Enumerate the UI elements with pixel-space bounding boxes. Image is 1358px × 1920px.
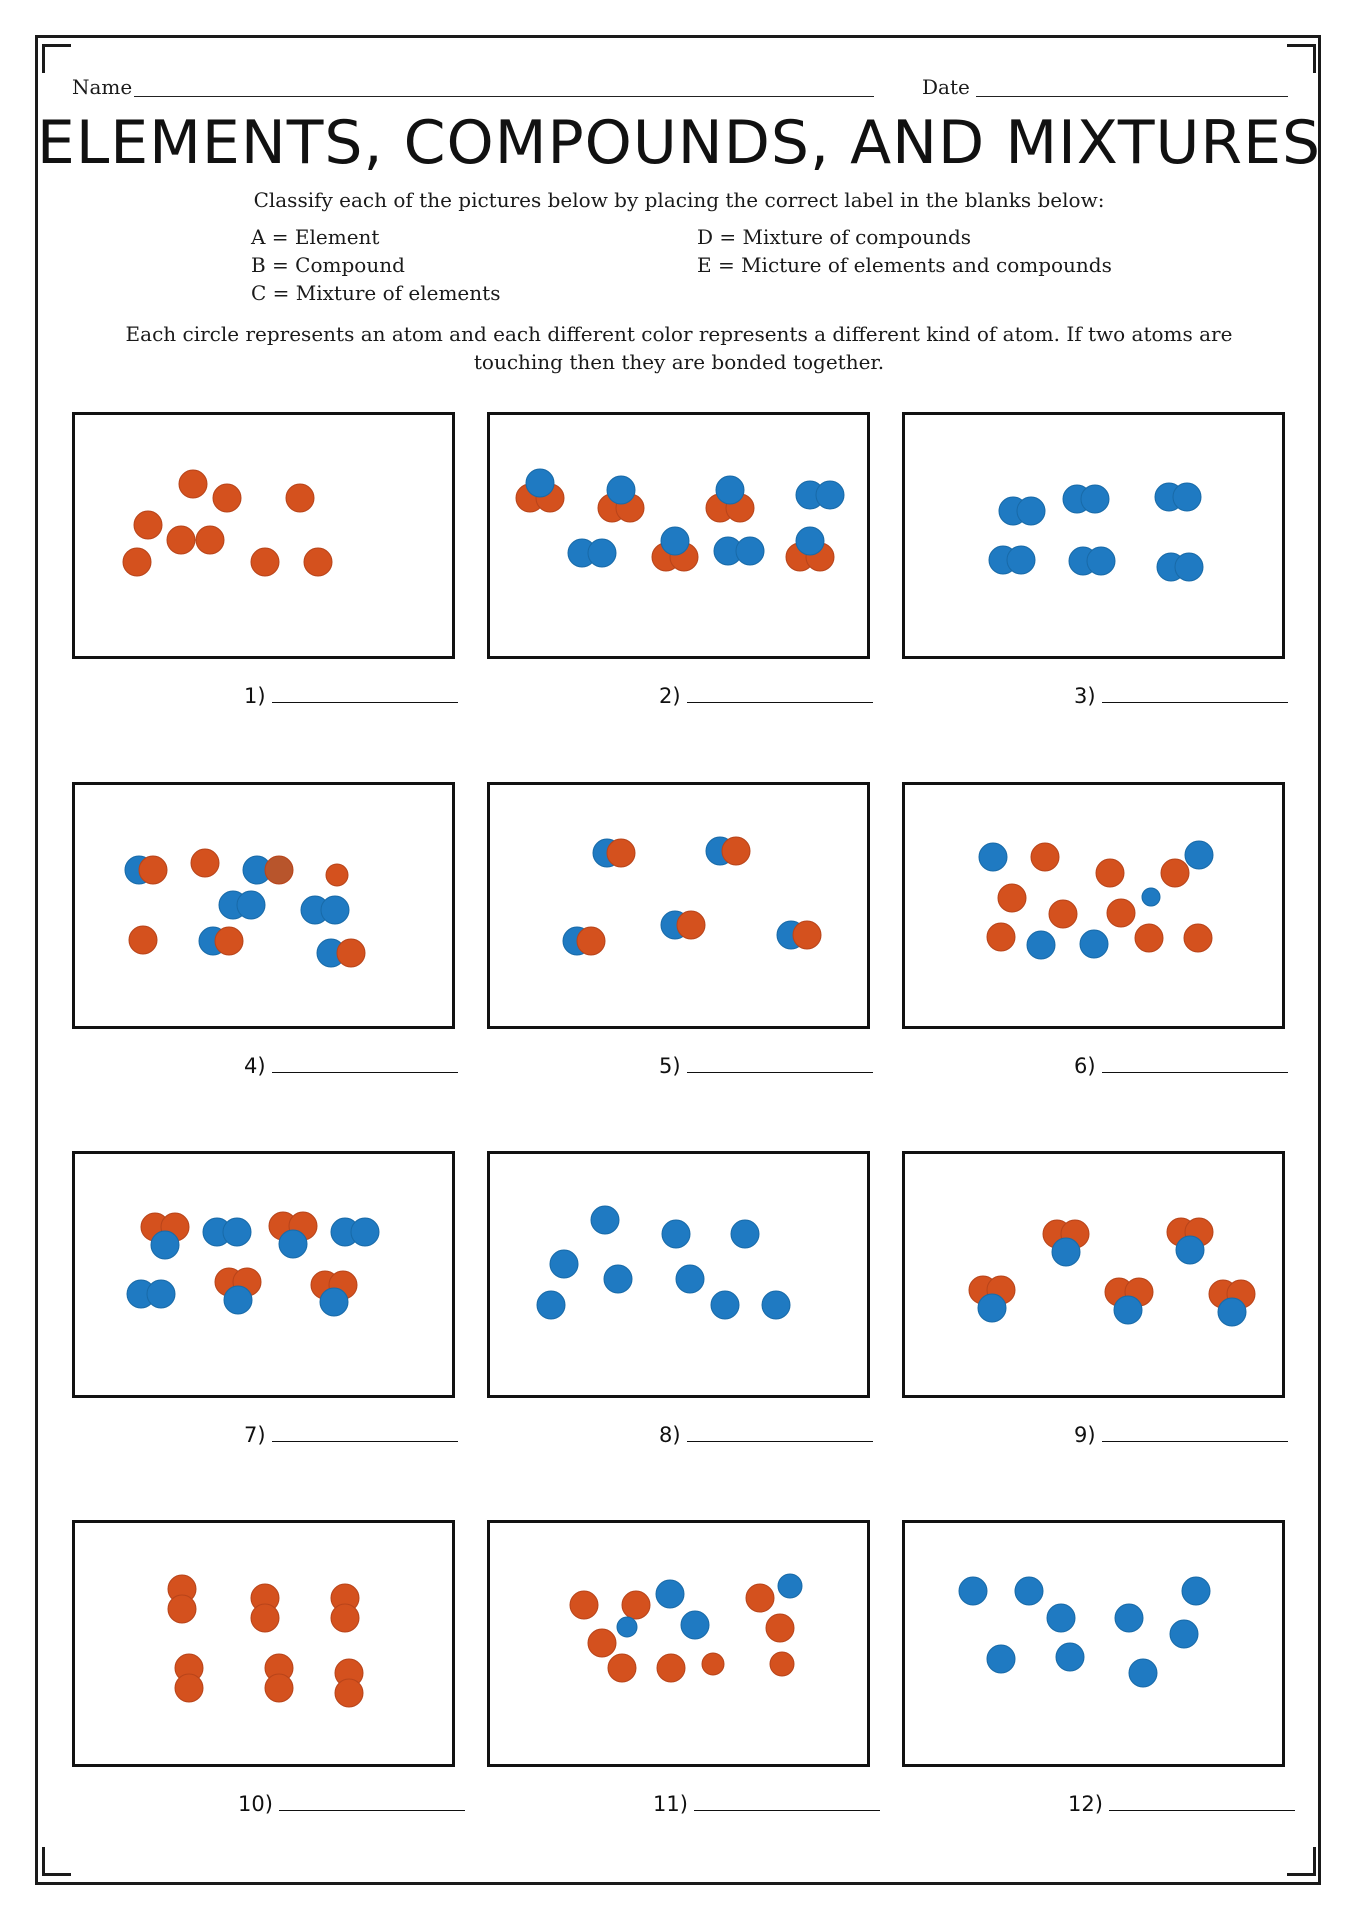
blue-atom: [588, 539, 616, 567]
instructions: Classify each of the pictures below by placing the correct label in the blanks below:: [253, 188, 1105, 212]
answer-blank[interactable]: [1109, 1792, 1295, 1811]
answer-9: [1074, 1423, 1288, 1447]
key-element: A = Element: [251, 225, 380, 249]
atom-diagram-2: [490, 415, 867, 656]
picture-box-3: [902, 412, 1285, 659]
orange-atom: [326, 864, 348, 886]
orange-atom: [1107, 899, 1135, 927]
blue-atom: [320, 1288, 348, 1316]
blue-atom: [1114, 1296, 1142, 1324]
blue-atom: [591, 1206, 619, 1234]
name-field[interactable]: [134, 96, 874, 97]
answer-blank[interactable]: [272, 1054, 458, 1073]
answer-1: [244, 684, 458, 708]
blue-atom: [1115, 1604, 1143, 1632]
picture-box-4: [72, 782, 455, 1029]
blue-atom: [662, 1220, 690, 1248]
blue-atom: [1175, 553, 1203, 581]
key-mixture-elements-compounds: E = Micture of elements and compounds: [697, 253, 1112, 277]
answer-blank[interactable]: [1102, 1054, 1288, 1073]
corner-ornament-top-right: [1287, 44, 1316, 73]
atom-diagram-3: [905, 415, 1282, 656]
question-number: 7): [244, 1423, 266, 1447]
question-number: 3): [1074, 684, 1096, 708]
blue-atom: [681, 1611, 709, 1639]
blue-atom: [1087, 547, 1115, 575]
blue-atom: [736, 537, 764, 565]
orange-atom: [1096, 859, 1124, 887]
blue-atom: [778, 1574, 802, 1598]
blue-atom: [237, 891, 265, 919]
blue-atom: [711, 1291, 739, 1319]
blue-atom: [676, 1265, 704, 1293]
orange-atom: [766, 1614, 794, 1642]
picture-box-6: [902, 782, 1285, 1029]
blue-atom: [1081, 485, 1109, 513]
question-number: 8): [659, 1423, 681, 1447]
orange-atom: [577, 927, 605, 955]
atom-diagram-7: [75, 1154, 452, 1395]
answer-blank[interactable]: [687, 684, 873, 703]
orange-atom: [1184, 924, 1212, 952]
question-number: 1): [244, 684, 266, 708]
corner-ornament-bottom-left: [42, 1847, 71, 1876]
orange-atom: [251, 548, 279, 576]
orange-atom: [168, 1595, 196, 1623]
orange-atom: [570, 1591, 598, 1619]
answer-6: [1074, 1054, 1288, 1078]
orange-atom: [196, 526, 224, 554]
orange-atom: [139, 856, 167, 884]
answer-blank[interactable]: [279, 1792, 465, 1811]
orange-atom: [286, 484, 314, 512]
blue-atom: [716, 476, 744, 504]
atom-diagram-8: [490, 1154, 867, 1395]
blue-atom: [550, 1250, 578, 1278]
blue-atom: [1170, 1620, 1198, 1648]
blue-atom: [1176, 1236, 1204, 1264]
blue-atom: [607, 476, 635, 504]
picture-box-9: [902, 1151, 1285, 1398]
atom-note: Each circle represents an atom and each different color represents a different kind of atom. If two atoms are touching then they are bonded together.: [125, 322, 1233, 374]
orange-atom: [123, 548, 151, 576]
blue-atom: [151, 1231, 179, 1259]
blue-atom: [816, 481, 844, 509]
blue-atom: [979, 843, 1007, 871]
date-label: Date: [922, 75, 970, 99]
key-mixture-elements: C = Mixture of elements: [251, 281, 501, 305]
answer-8: [659, 1423, 873, 1447]
orange-atom: [1135, 924, 1163, 952]
orange-atom: [129, 926, 157, 954]
atom-diagram-6: [905, 785, 1282, 1026]
answer-4: [244, 1054, 458, 1078]
blue-atom: [1185, 841, 1213, 869]
blue-atom: [321, 896, 349, 924]
answer-blank[interactable]: [687, 1054, 873, 1073]
atom-diagram-10: [75, 1523, 452, 1764]
orange-atom: [770, 1652, 794, 1676]
blue-atom: [537, 1291, 565, 1319]
orange-atom: [265, 1674, 293, 1702]
answer-5: [659, 1054, 873, 1078]
answer-11: [653, 1792, 880, 1816]
orange-atom: [251, 1604, 279, 1632]
orange-atom: [622, 1591, 650, 1619]
orange-atom: [304, 548, 332, 576]
blue-atom: [656, 1580, 684, 1608]
orange-atom: [1049, 900, 1077, 928]
blue-atom: [1015, 1577, 1043, 1605]
blue-atom: [731, 1220, 759, 1248]
name-label: Name: [72, 75, 133, 99]
orange-atom: [191, 849, 219, 877]
orange-atom: [607, 839, 635, 867]
atom-diagram-11: [490, 1523, 867, 1764]
blue-atom: [796, 527, 824, 555]
orange-atom: [179, 470, 207, 498]
atom-diagram-12: [905, 1523, 1282, 1764]
orange-atom: [335, 1679, 363, 1707]
question-number: 12): [1068, 1792, 1103, 1816]
picture-box-1: [72, 412, 455, 659]
question-number: 6): [1074, 1054, 1096, 1078]
blue-atom: [1007, 546, 1035, 574]
blue-atom: [147, 1280, 175, 1308]
question-number: 11): [653, 1792, 688, 1816]
answer-blank[interactable]: [272, 1423, 458, 1442]
question-number: 9): [1074, 1423, 1096, 1447]
picture-box-10: [72, 1520, 455, 1767]
question-number: 2): [659, 684, 681, 708]
orange-atom: [1031, 843, 1059, 871]
blue-atom: [1080, 930, 1108, 958]
blue-atom: [1052, 1238, 1080, 1266]
blue-atom: [1218, 1298, 1246, 1326]
question-number: 4): [244, 1054, 266, 1078]
blue-atom: [617, 1617, 637, 1637]
orange-atom: [677, 911, 705, 939]
answer-blank[interactable]: [1102, 684, 1288, 703]
answer-7: [244, 1423, 458, 1447]
orange-atom: [588, 1629, 616, 1657]
blue-atom: [279, 1230, 307, 1258]
orange-atom: [1161, 859, 1189, 887]
picture-box-11: [487, 1520, 870, 1767]
orange-atom: [722, 837, 750, 865]
blue-atom: [526, 469, 554, 497]
picture-box-7: [72, 1151, 455, 1398]
key-mixture-compounds: D = Mixture of compounds: [697, 225, 972, 249]
blue-atom: [224, 1286, 252, 1314]
blue-atom: [1027, 931, 1055, 959]
orange-atom: [331, 1604, 359, 1632]
blue-atom: [1129, 1659, 1157, 1687]
key-compound: B = Compound: [251, 253, 405, 277]
orange-atom: [213, 484, 241, 512]
blue-atom: [1182, 1577, 1210, 1605]
corner-ornament-bottom-right: [1287, 1847, 1316, 1876]
picture-box-12: [902, 1520, 1285, 1767]
orange-atom: [265, 856, 293, 884]
blue-atom: [1017, 497, 1045, 525]
blue-atom: [223, 1218, 251, 1246]
blue-atom: [1047, 1604, 1075, 1632]
answer-blank[interactable]: [687, 1423, 873, 1442]
orange-atom: [167, 526, 195, 554]
blue-atom: [959, 1577, 987, 1605]
answer-blank[interactable]: [1102, 1423, 1288, 1442]
blue-atom: [604, 1265, 632, 1293]
picture-box-2: [487, 412, 870, 659]
orange-atom: [702, 1653, 724, 1675]
blue-atom: [351, 1218, 379, 1246]
orange-atom: [134, 511, 162, 539]
answer-blank[interactable]: [272, 684, 458, 703]
answer-blank[interactable]: [694, 1792, 880, 1811]
atom-diagram-9: [905, 1154, 1282, 1395]
question-number: 10): [238, 1792, 273, 1816]
question-number: 5): [659, 1054, 681, 1078]
blue-atom: [762, 1291, 790, 1319]
blue-atom: [1142, 888, 1160, 906]
blue-atom: [1056, 1643, 1084, 1671]
orange-atom: [657, 1654, 685, 1682]
atom-diagram-4: [75, 785, 452, 1026]
date-field[interactable]: [976, 96, 1288, 97]
orange-atom: [987, 923, 1015, 951]
corner-ornament-top-left: [42, 44, 71, 73]
orange-atom: [215, 927, 243, 955]
answer-10: [238, 1792, 465, 1816]
answer-12: [1068, 1792, 1295, 1816]
answer-2: [659, 684, 873, 708]
page-title: ELEMENTS, COMPOUNDS, AND MIXTURES: [36, 108, 1322, 178]
orange-atom: [175, 1674, 203, 1702]
atom-diagram-5: [490, 785, 867, 1026]
orange-atom: [793, 921, 821, 949]
picture-box-8: [487, 1151, 870, 1398]
orange-atom: [746, 1584, 774, 1612]
atom-diagram-1: [75, 415, 452, 656]
orange-atom: [608, 1654, 636, 1682]
picture-box-5: [487, 782, 870, 1029]
orange-atom: [337, 939, 365, 967]
orange-atom: [998, 884, 1026, 912]
blue-atom: [987, 1645, 1015, 1673]
answer-3: [1074, 684, 1288, 708]
blue-atom: [1173, 483, 1201, 511]
blue-atom: [661, 527, 689, 555]
blue-atom: [978, 1294, 1006, 1322]
